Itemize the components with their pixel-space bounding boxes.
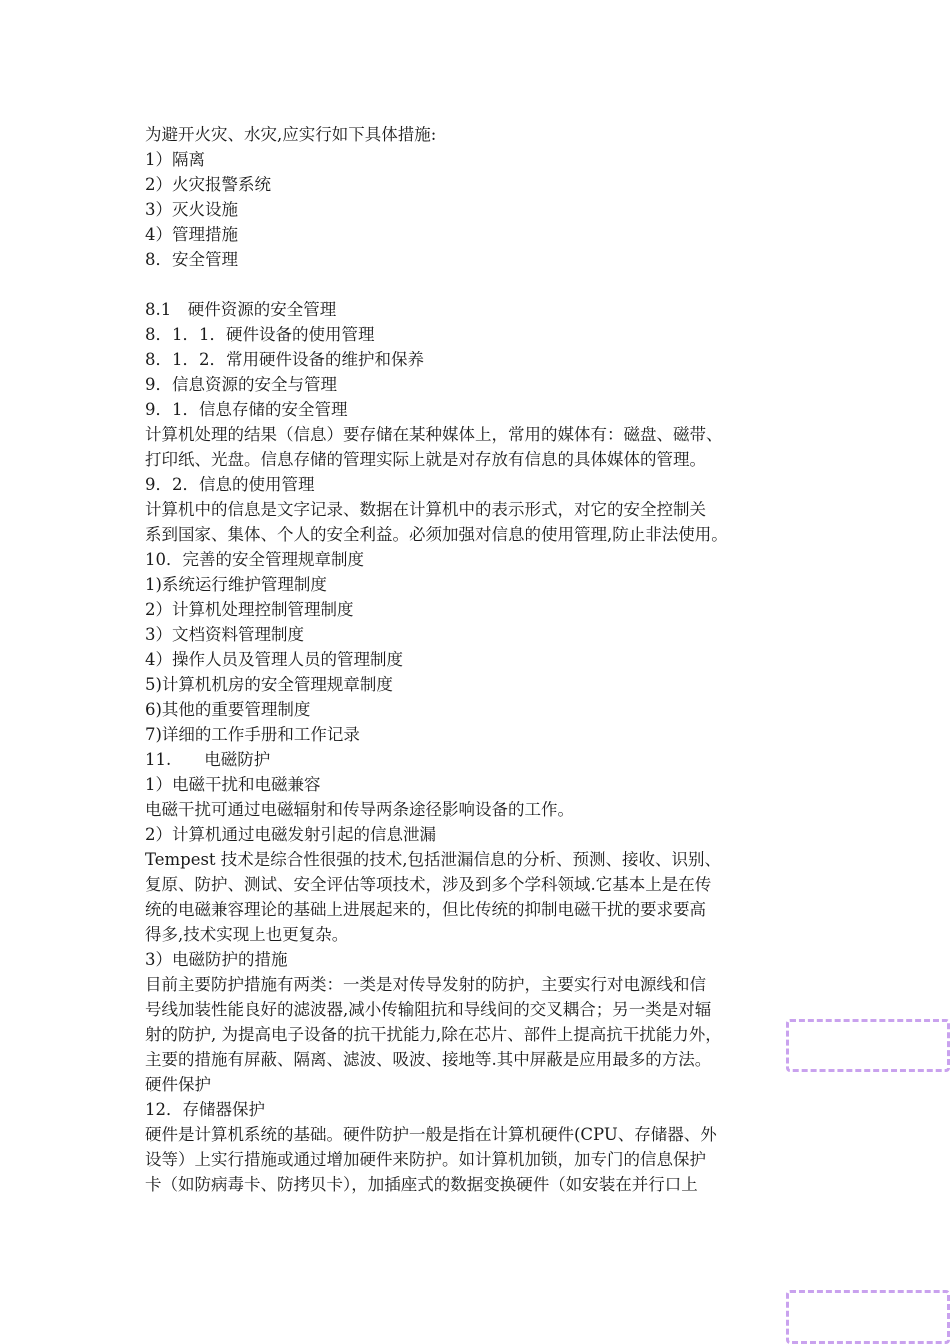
text-line: 目前主要防护措施有两类：一类是对传导发射的防护，主要实行对电源线和信 (145, 975, 706, 994)
section-heading: 12．存储器保护 (145, 1100, 265, 1119)
section-heading: 8.1 硬件资源的安全管理 (145, 300, 337, 319)
list-item: 2）计算机处理控制管理制度 (145, 600, 354, 619)
text-line: 号线加装性能良好的滤波器,减小传输阻抗和导线间的交叉耦合；另一类是对辐 (145, 1000, 712, 1019)
text-line: 系到国家、集体、个人的安全利益。必须加强对信息的使用管理,防止非法使用。 (145, 525, 728, 544)
text-line: 复原、防护、测试、安全评估等项技术，涉及到多个学科领域.它基本上是在传 (145, 875, 712, 894)
section-heading: 8．安全管理 (145, 250, 238, 269)
list-item: 3）电磁防护的措施 (145, 950, 288, 969)
list-item: 4）操作人员及管理人员的管理制度 (145, 650, 403, 669)
section-heading: 8．1．1．硬件设备的使用管理 (145, 325, 375, 344)
list-item: 3）文档资料管理制度 (145, 625, 304, 644)
text-line: 得多,技术实现上也更复杂。 (145, 925, 349, 944)
list-item: 6)其他的重要管理制度 (145, 700, 311, 719)
section-heading: 10．完善的安全管理规章制度 (145, 550, 364, 569)
list-item: 4）管理措施 (145, 225, 238, 244)
paragraph-gap (145, 272, 835, 297)
list-item: 5)计算机机房的安全管理规章制度 (145, 675, 393, 694)
text-line: 计算机中的信息是文字记录、数据在计算机中的表示形式，对它的安全控制关 (145, 500, 706, 519)
document-page (145, 122, 835, 1197)
section-heading: 9．信息资源的安全与管理 (145, 375, 337, 394)
text-line: Tempest 技术是综合性很强的技术,包括泄漏信息的分析、预测、接收、识别、 (145, 850, 722, 869)
text-line: 射的防护, 为提高电子设备的抗干扰能力,除在芯片、部件上提高抗干扰能力外， (145, 1025, 722, 1044)
list-item: 1)系统运行维护管理制度 (145, 575, 327, 594)
text-line: 为避开火灾、水灾,应实行如下具体措施: (145, 125, 437, 144)
text-line: 统的电磁兼容理论的基础上进展起来的，但比传统的抑制电磁干扰的要求要高 (145, 900, 706, 919)
list-item: 3）灭火设施 (145, 200, 238, 219)
list-item: 1）电磁干扰和电磁兼容 (145, 775, 321, 794)
section-heading: 9．2．信息的使用管理 (145, 475, 315, 494)
text-line: 计算机处理的结果（信息）要存储在某种媒体上，常用的媒体有：磁盘、磁带、 (145, 425, 723, 444)
list-item: 7)详细的工作手册和工作记录 (145, 725, 360, 744)
section-heading: 硬件保护 (145, 1075, 211, 1094)
section-heading: 8．1．2．常用硬件设备的维护和保养 (145, 350, 424, 369)
text-line: 主要的措施有屏蔽、隔离、滤波、吸波、接地等.其中屏蔽是应用最多的方法。 (145, 1050, 712, 1069)
list-item: 1）隔离 (145, 150, 205, 169)
text-line: 电磁干扰可通过电磁辐射和传导两条途径影响设备的工作。 (145, 800, 574, 819)
text-line: 设等）上实行措施或通过增加硬件来防护。如计算机加锁，加专门的信息保护 (145, 1150, 706, 1169)
list-item: 2）火灾报警系统 (145, 175, 271, 194)
selection-box (786, 1019, 950, 1072)
section-heading: 11. 电磁防护 (145, 750, 271, 769)
text-line: 打印纸、光盘。信息存储的管理实际上就是对存放有信息的具体媒体的管理。 (145, 450, 706, 469)
list-item: 2）计算机通过电磁发射引起的信息泄漏 (145, 825, 436, 844)
text-line: 硬件是计算机系统的基础。硬件防护一般是指在计算机硬件(CPU、存储器、外 (145, 1125, 717, 1144)
section-heading: 9．1．信息存储的安全管理 (145, 400, 348, 419)
selection-box (786, 1290, 950, 1344)
text-line: 卡（如防病毒卡、防拷贝卡），加插座式的数据变换硬件（如安装在并行口上 (145, 1175, 698, 1194)
